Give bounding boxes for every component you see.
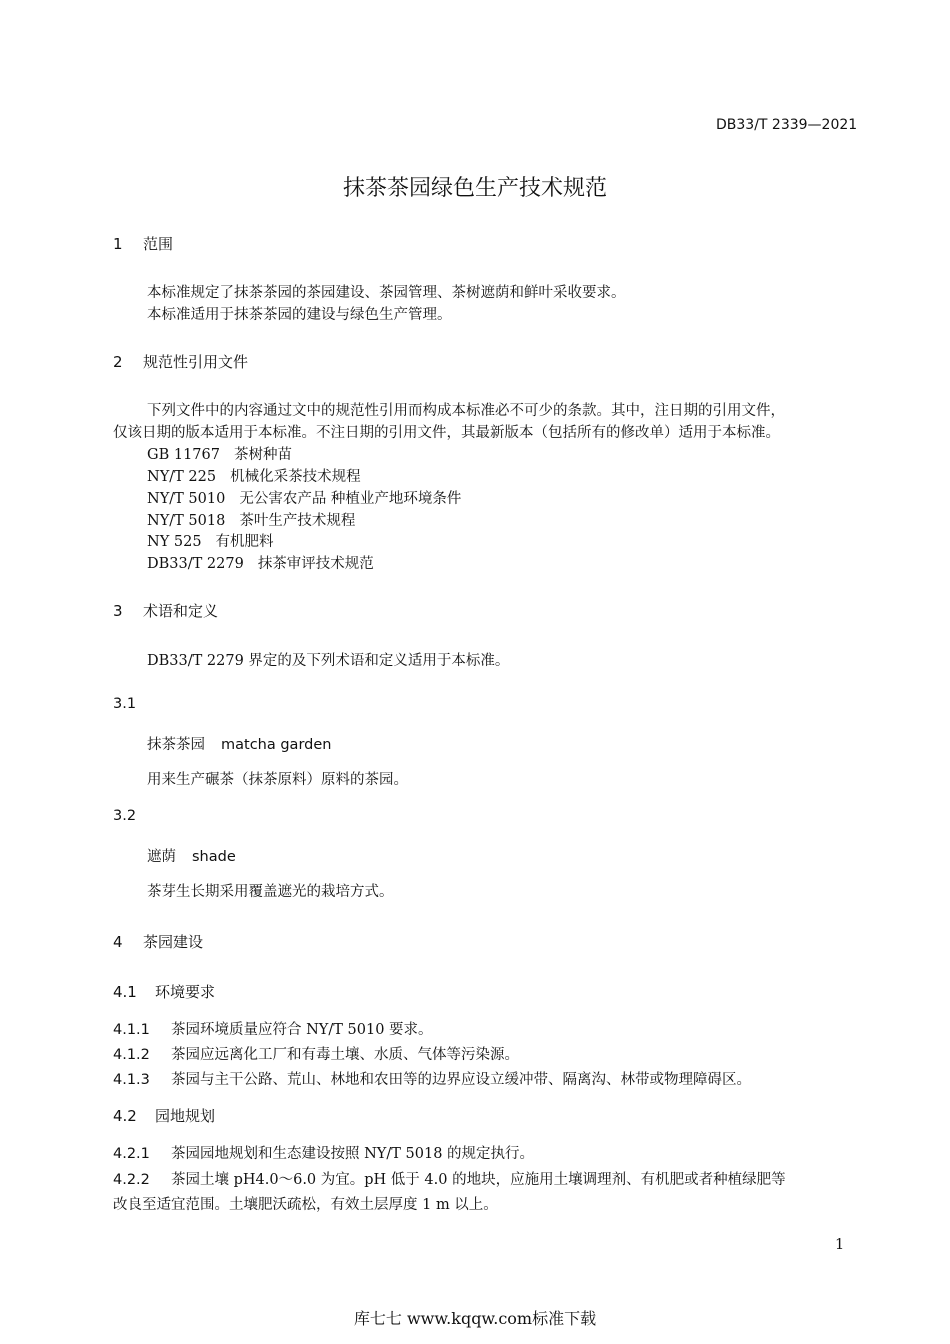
paragraph: 本标准规定了抹茶茶园的茶园建设、茶园管理、茶树遮荫和鲜叶采收要求。 bbox=[147, 285, 626, 301]
subsection-title: 环境要求 bbox=[155, 983, 216, 1001]
term-number: 3.1 bbox=[113, 696, 137, 712]
section-title: 规范性引用文件 bbox=[143, 353, 249, 371]
clause bbox=[113, 1043, 519, 1064]
clause bbox=[113, 1142, 534, 1163]
clause-number: 4.2.1 bbox=[113, 1146, 150, 1162]
section-title: 茶园建设 bbox=[143, 933, 204, 951]
subsection-heading-environment bbox=[113, 981, 215, 1002]
reference-title: 无公害农产品 种植业产地环境条件 bbox=[239, 491, 462, 507]
reference-code: GB 11767 bbox=[147, 447, 220, 463]
reference-item bbox=[147, 487, 461, 508]
reference-code: NY/T 5010 bbox=[147, 491, 226, 507]
paragraph: 下列文件中的内容通过文中的规范性引用而构成本标准必不可少的条款。其中，注日期的引用文件， bbox=[147, 403, 785, 419]
clause bbox=[113, 1168, 786, 1189]
section-heading-normative-references bbox=[113, 351, 248, 372]
reference-title: 茶树种苗 bbox=[233, 447, 292, 463]
subsection-number: 4.1 bbox=[113, 983, 137, 1001]
reference-code: DB33/T 2279 bbox=[147, 556, 244, 572]
term-chinese: 遮荫 bbox=[147, 849, 176, 865]
clause bbox=[113, 1068, 751, 1089]
document-code: DB33/T 2339—2021 bbox=[716, 117, 858, 133]
term-entry bbox=[147, 733, 331, 754]
watermark-footer: 库七七 www.kqqw.com标准下载 bbox=[353, 1309, 597, 1328]
subsection-heading-site-planning bbox=[113, 1105, 215, 1126]
clause-number: 4.1.2 bbox=[113, 1047, 150, 1063]
reference-code: NY/T 5018 bbox=[147, 513, 226, 529]
clause-text: 茶园环境质量应符合 NY/T 5010 要求。 bbox=[171, 1022, 433, 1038]
clause-text: 茶园土壤 pH4.0～6.0 为宜。pH 低于 4.0 的地块，应施用土壤调理剂、有机肥或者种植绿肥等 bbox=[171, 1172, 786, 1188]
section-number: 4 bbox=[113, 933, 123, 951]
page-title: 抹茶茶园绿色生产技术规范 bbox=[342, 176, 607, 201]
reference-item bbox=[147, 552, 374, 573]
section-heading-terms bbox=[113, 600, 218, 621]
section-heading-scope bbox=[113, 233, 173, 254]
clause-continuation: 改良至适宜范围。土壤肥沃疏松，有效土层厚度 1 m 以上。 bbox=[113, 1197, 498, 1213]
clause-text: 茶园园地规划和生态建设按照 NY/T 5018 的规定执行。 bbox=[171, 1146, 535, 1162]
reference-title: 有机肥料 bbox=[215, 534, 274, 550]
clause bbox=[113, 1018, 433, 1039]
reference-item bbox=[147, 465, 361, 486]
reference-code: NY/T 225 bbox=[147, 469, 217, 485]
section-title: 范围 bbox=[143, 235, 174, 253]
section-number: 2 bbox=[113, 353, 123, 371]
clause-number: 4.1.1 bbox=[113, 1022, 150, 1038]
section-heading-garden-construction bbox=[113, 931, 203, 952]
term-definition: 茶芽生长期采用覆盖遮光的栽培方式。 bbox=[147, 884, 394, 900]
subsection-number: 4.2 bbox=[113, 1107, 137, 1125]
term-number: 3.2 bbox=[113, 808, 137, 824]
reference-code: NY 525 bbox=[147, 534, 202, 550]
reference-title: 机械化采茶技术规程 bbox=[230, 469, 361, 485]
subsection-title: 园地规划 bbox=[155, 1107, 216, 1125]
paragraph: 仅该日期的版本适用于本标准。不注日期的引用文件，其最新版本（包括所有的修改单）适用于本标准。 bbox=[113, 425, 780, 441]
paragraph: DB33/T 2279 界定的及下列术语和定义适用于本标准。 bbox=[147, 653, 510, 669]
clause-number: 4.2.2 bbox=[113, 1172, 150, 1188]
section-title: 术语和定义 bbox=[143, 602, 219, 620]
reference-title: 抹茶审评技术规范 bbox=[257, 556, 374, 572]
term-english: matcha garden bbox=[221, 737, 332, 753]
reference-item bbox=[147, 530, 274, 551]
term-definition: 用来生产碾茶（抹茶原料）原料的茶园。 bbox=[147, 772, 408, 788]
paragraph: 本标准适用于抹茶茶园的建设与绿色生产管理。 bbox=[147, 307, 452, 323]
term-english: shade bbox=[192, 849, 236, 865]
clause-text: 茶园应远离化工厂和有毒土壤、水质、气体等污染源。 bbox=[171, 1047, 519, 1063]
clause-number: 4.1.3 bbox=[113, 1072, 150, 1088]
section-number: 3 bbox=[113, 602, 123, 620]
reference-title: 茶叶生产技术规程 bbox=[239, 513, 356, 529]
term-chinese: 抹茶茶园 bbox=[147, 737, 205, 753]
page-number: 1 bbox=[835, 1237, 845, 1253]
term-entry bbox=[147, 845, 236, 866]
reference-item bbox=[147, 443, 292, 464]
clause-text: 茶园与主干公路、荒山、林地和农田等的边界应设立缓冲带、隔离沟、林带或物理障碍区。 bbox=[171, 1072, 751, 1088]
reference-item bbox=[147, 509, 355, 530]
section-number: 1 bbox=[113, 235, 123, 253]
